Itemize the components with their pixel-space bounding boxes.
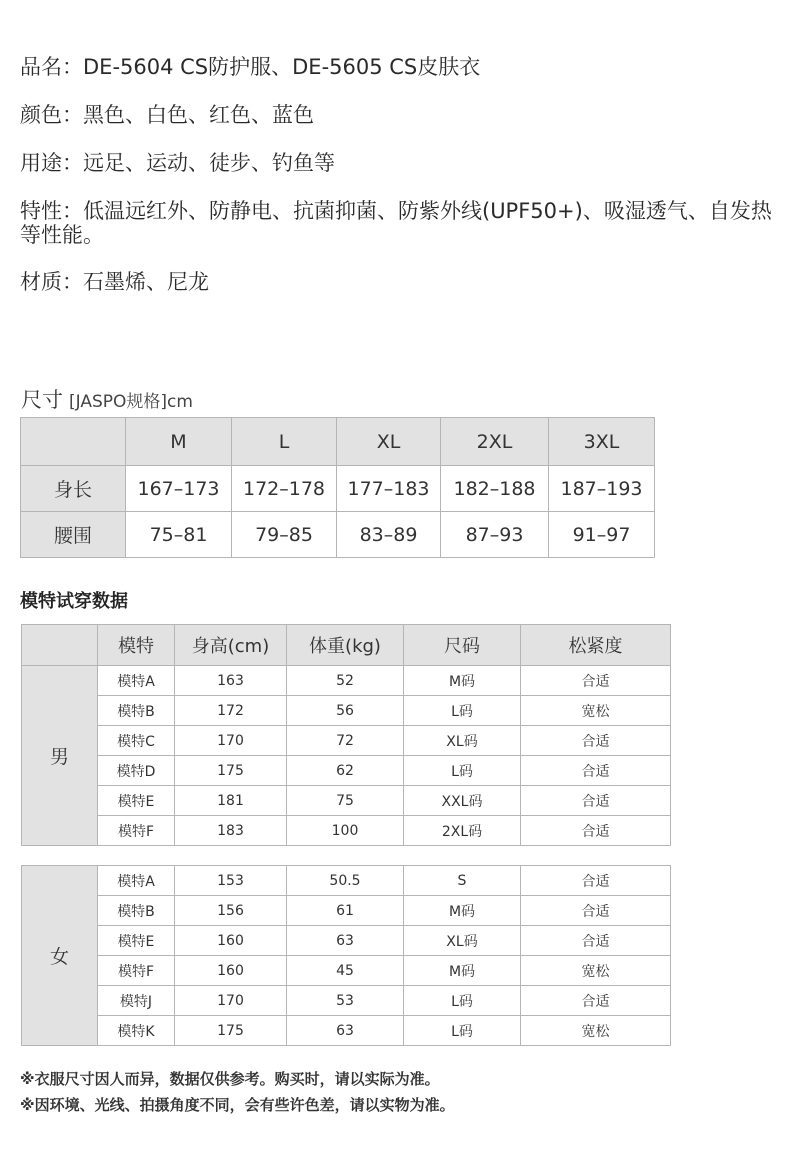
model-cell: 72 bbox=[287, 726, 404, 756]
model-cell: 宽松 bbox=[521, 696, 671, 726]
spec-features bbox=[20, 199, 788, 247]
table-row bbox=[22, 666, 671, 696]
model-cell: 合适 bbox=[521, 926, 671, 956]
model-cell: 合适 bbox=[521, 896, 671, 926]
model-cell: 宽松 bbox=[521, 1016, 671, 1046]
model-header-corner bbox=[22, 625, 98, 666]
model-cell: 53 bbox=[287, 986, 404, 1016]
model-cell: 合适 bbox=[521, 816, 671, 846]
size-cell: 177–183 bbox=[337, 466, 441, 512]
model-cell: 75 bbox=[287, 786, 404, 816]
model-cell: 合适 bbox=[521, 756, 671, 786]
model-cell: 100 bbox=[287, 816, 404, 846]
model-column-header: 模特 bbox=[98, 625, 175, 666]
size-row-label: 腰围 bbox=[21, 512, 126, 558]
size-cell: 172–178 bbox=[232, 466, 337, 512]
model-cell: 模特A bbox=[98, 666, 175, 696]
note-color-disclaimer: ※因环境、光线、拍摄角度不同，会有些许色差，请以实物为准。 bbox=[20, 1096, 455, 1114]
gender-label-female: 女 bbox=[22, 866, 98, 1046]
model-cell: 170 bbox=[175, 986, 287, 1016]
table-row bbox=[22, 986, 671, 1016]
spec-label: 颜色： bbox=[20, 103, 83, 127]
table-row bbox=[22, 816, 671, 846]
model-cell: L码 bbox=[404, 756, 521, 786]
size-header-row bbox=[21, 418, 655, 466]
model-cell: 合适 bbox=[521, 866, 671, 896]
model-cell: L码 bbox=[404, 986, 521, 1016]
model-cell: 模特D bbox=[98, 756, 175, 786]
note-size-disclaimer: ※衣服尺寸因人而异，数据仅供参考。购买时，请以实际为准。 bbox=[20, 1070, 440, 1088]
model-cell: 45 bbox=[287, 956, 404, 986]
model-cell: M码 bbox=[404, 666, 521, 696]
spec-colors bbox=[20, 103, 314, 127]
spec-material bbox=[20, 270, 209, 294]
size-cell: 79–85 bbox=[232, 512, 337, 558]
spec-usage bbox=[20, 151, 335, 175]
model-cell: 合适 bbox=[521, 986, 671, 1016]
table-row bbox=[22, 926, 671, 956]
size-column-header: XL bbox=[337, 418, 441, 466]
model-cell: 模特F bbox=[98, 956, 175, 986]
table-row bbox=[22, 726, 671, 756]
spec-label: 特性： bbox=[20, 199, 83, 223]
model-cell: 52 bbox=[287, 666, 404, 696]
size-chart-subtitle: [JASPO规格]cm bbox=[69, 392, 193, 412]
model-cell: 153 bbox=[175, 866, 287, 896]
model-cell: 61 bbox=[287, 896, 404, 926]
model-cell: M码 bbox=[404, 896, 521, 926]
model-cell: 62 bbox=[287, 756, 404, 786]
model-cell: 63 bbox=[287, 926, 404, 956]
model-cell: 156 bbox=[175, 896, 287, 926]
model-cell: S bbox=[404, 866, 521, 896]
model-cell: 160 bbox=[175, 926, 287, 956]
model-cell: L码 bbox=[404, 1016, 521, 1046]
size-column-header: L bbox=[232, 418, 337, 466]
model-cell: 2XL码 bbox=[404, 816, 521, 846]
model-cell: 183 bbox=[175, 816, 287, 846]
size-column-header: 3XL bbox=[549, 418, 655, 466]
model-cell: L码 bbox=[404, 696, 521, 726]
model-cell: 170 bbox=[175, 726, 287, 756]
model-cell: 模特J bbox=[98, 986, 175, 1016]
spec-value: DE-5604 CS防护服、DE-5605 CS皮肤衣 bbox=[83, 55, 481, 79]
size-chart-title bbox=[21, 384, 193, 414]
size-chart-table bbox=[20, 417, 655, 558]
model-cell: 模特B bbox=[98, 896, 175, 926]
spec-value: 石墨烯、尼龙 bbox=[83, 270, 209, 294]
model-header-row bbox=[22, 625, 671, 666]
model-cell: 63 bbox=[287, 1016, 404, 1046]
table-row bbox=[22, 786, 671, 816]
size-row-length bbox=[21, 466, 655, 512]
table-row bbox=[22, 896, 671, 926]
model-cell: XXL码 bbox=[404, 786, 521, 816]
spec-label: 品名： bbox=[20, 55, 83, 79]
model-cell: M码 bbox=[404, 956, 521, 986]
size-cell: 75–81 bbox=[126, 512, 232, 558]
model-cell: 合适 bbox=[521, 726, 671, 756]
model-cell: 160 bbox=[175, 956, 287, 986]
model-column-header: 体重(kg) bbox=[287, 625, 404, 666]
table-row bbox=[22, 756, 671, 786]
table-row bbox=[22, 1016, 671, 1046]
spec-label: 材质： bbox=[20, 270, 83, 294]
size-column-header: 2XL bbox=[441, 418, 549, 466]
model-column-header: 尺码 bbox=[404, 625, 521, 666]
model-cell: 模特A bbox=[98, 866, 175, 896]
table-row bbox=[22, 866, 671, 896]
model-cell: 合适 bbox=[521, 786, 671, 816]
model-table-female bbox=[21, 865, 671, 1046]
model-cell: 172 bbox=[175, 696, 287, 726]
size-column-header: M bbox=[126, 418, 232, 466]
size-cell: 187–193 bbox=[549, 466, 655, 512]
model-cell: 175 bbox=[175, 756, 287, 786]
model-cell: 模特C bbox=[98, 726, 175, 756]
size-cell: 167–173 bbox=[126, 466, 232, 512]
model-cell: 50.5 bbox=[287, 866, 404, 896]
model-cell: 181 bbox=[175, 786, 287, 816]
model-cell: 模特E bbox=[98, 926, 175, 956]
size-header-corner bbox=[21, 418, 126, 466]
spec-value: 低温远红外、防静电、抗菌抑菌、防紫外线(UPF50+)、吸湿透气、自发热等性能。 bbox=[20, 199, 772, 247]
model-cell: 56 bbox=[287, 696, 404, 726]
model-cell: 宽松 bbox=[521, 956, 671, 986]
size-row-label: 身长 bbox=[21, 466, 126, 512]
size-cell: 87–93 bbox=[441, 512, 549, 558]
model-column-header: 身高(cm) bbox=[175, 625, 287, 666]
model-cell: 模特E bbox=[98, 786, 175, 816]
model-cell: 模特K bbox=[98, 1016, 175, 1046]
spec-label: 用途： bbox=[20, 151, 83, 175]
model-cell: 175 bbox=[175, 1016, 287, 1046]
table-row bbox=[22, 956, 671, 986]
model-table-male bbox=[21, 624, 671, 846]
spec-value: 远足、运动、徒步、钓鱼等 bbox=[83, 151, 335, 175]
model-cell: 模特F bbox=[98, 816, 175, 846]
model-cell: XL码 bbox=[404, 926, 521, 956]
model-cell: 模特B bbox=[98, 696, 175, 726]
size-cell: 91–97 bbox=[549, 512, 655, 558]
spec-product-name bbox=[20, 55, 480, 79]
size-cell: 182–188 bbox=[441, 466, 549, 512]
spec-value: 黑色、白色、红色、蓝色 bbox=[83, 103, 314, 127]
table-row bbox=[22, 696, 671, 726]
size-row-waist bbox=[21, 512, 655, 558]
size-chart-heading: 尺寸 bbox=[21, 388, 63, 412]
size-cell: 83–89 bbox=[337, 512, 441, 558]
model-column-header: 松紧度 bbox=[521, 625, 671, 666]
model-cell: 163 bbox=[175, 666, 287, 696]
model-cell: 合适 bbox=[521, 666, 671, 696]
gender-label-male: 男 bbox=[22, 666, 98, 846]
model-cell: XL码 bbox=[404, 726, 521, 756]
model-data-title: 模特试穿数据 bbox=[20, 591, 128, 612]
